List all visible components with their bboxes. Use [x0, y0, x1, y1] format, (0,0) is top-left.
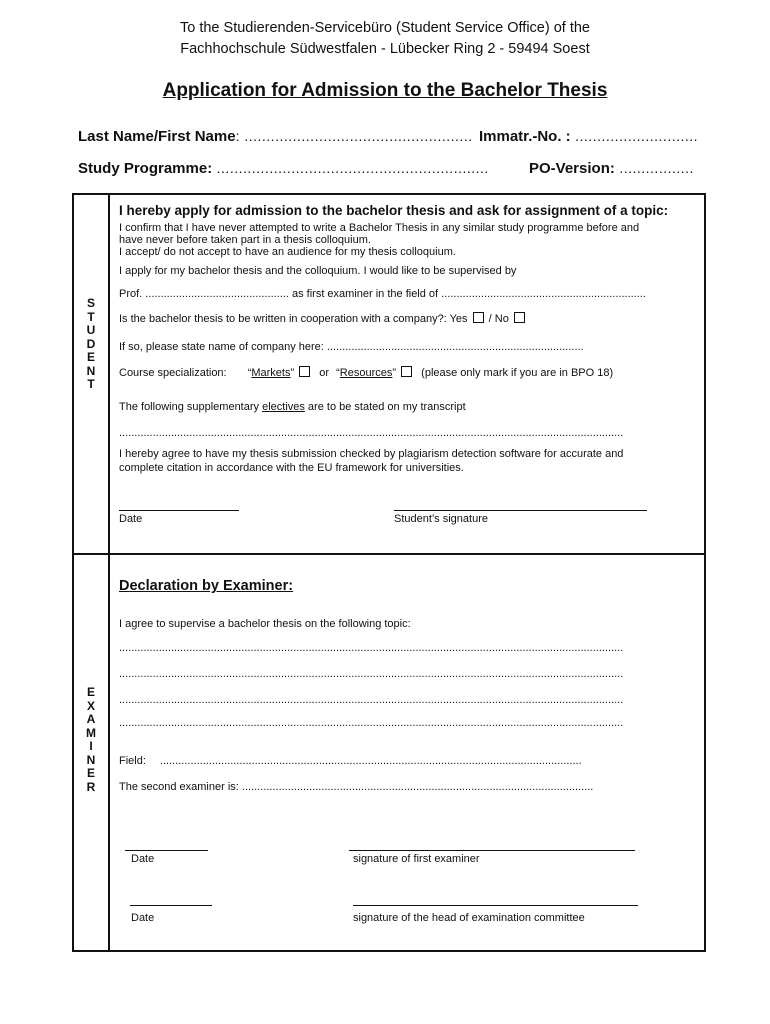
page-title: Application for Admission to the Bachelor Thesis — [162, 80, 608, 101]
confirm-text-1: I confirm that I have never attempted to write a Bachelor Thesis in any similar study programme before and — [119, 222, 640, 234]
examiner-date-label: Date — [131, 853, 155, 865]
audience-text: I accept/ do not accept to have an audience for my thesis colloquium. — [119, 246, 456, 258]
topic-line[interactable]: ..................................................................................................................................................................... — [119, 668, 624, 680]
immatr-field[interactable] — [479, 128, 698, 146]
section-divider — [72, 553, 704, 555]
confirm-text-2: have never before taken part in a thesis colloquium. — [119, 234, 371, 246]
po-label: PO-Version: — [529, 160, 615, 177]
student-signature-line[interactable] — [394, 510, 647, 511]
examiner-heading: Declaration by Examiner: — [119, 578, 294, 594]
student-side-label: S T U D E N T — [86, 296, 96, 391]
markets-checkbox[interactable] — [299, 366, 310, 377]
topic-line[interactable]: ..................................................................................................................................................................... — [119, 694, 624, 706]
course-specialization: Course specialization: “Markets” or “Resources” (please only mark if you are in BPO 18) — [119, 367, 614, 379]
student-date-line[interactable] — [119, 510, 239, 511]
field-dots: .......................................................................................................................................... — [159, 755, 582, 767]
student-heading: I hereby apply for admission to the bachelor thesis and ask for assignment of a topic: — [119, 203, 669, 218]
office-address-line2: Fachhochschule Südwestfalen - Lübecker Ring 2 - 59494 Soest — [180, 41, 590, 57]
student-signature-label: Student’s signature — [394, 513, 488, 525]
plagiarism-text-2: complete citation in accordance with the EU framework for universities. — [119, 462, 464, 474]
committee-signature-label: signature of the head of examination committee — [353, 912, 585, 924]
first-examiner-signature-line[interactable] — [349, 850, 635, 851]
first-examiner-signature-label: signature of first examiner — [353, 853, 480, 865]
resources-option: Resources — [339, 367, 393, 379]
electives-field[interactable]: ..................................................................................................................................................................... — [119, 427, 624, 439]
side-column-divider — [108, 193, 110, 950]
immatr-dots: ............................ — [575, 128, 699, 144]
form-frame — [72, 193, 706, 952]
prof-field[interactable]: Prof. ............................................... as first examiner in the field of ................................................................... — [119, 288, 646, 300]
programme-dots: .............................................................. — [216, 160, 489, 176]
examiner-side-label: E X A M I N E R — [86, 685, 96, 794]
resources-checkbox[interactable] — [401, 366, 412, 377]
name-field[interactable] — [78, 128, 473, 146]
field-row[interactable] — [119, 755, 582, 767]
programme-field[interactable] — [78, 160, 489, 178]
name-dots: : .................................................... — [235, 128, 473, 144]
markets-option: Markets — [251, 367, 291, 379]
topic-line[interactable]: ..................................................................................................................................................................... — [119, 717, 624, 729]
po-version-field[interactable] — [529, 160, 694, 178]
no-checkbox[interactable] — [514, 312, 525, 323]
supervise-text: I apply for my bachelor thesis and the colloquium. I would like to be supervised by — [119, 265, 517, 277]
company-name-field[interactable]: If so, please state name of company here: .................................................................................... — [119, 341, 584, 353]
committee-date-line[interactable] — [130, 905, 212, 906]
name-label: Last Name/First Name — [78, 128, 236, 145]
field-label: Field: — [119, 755, 146, 767]
electives-text: The following supplementary electives are to be stated on my transcript — [119, 401, 466, 413]
second-examiner-field[interactable]: The second examiner is: ................................................................................................................... — [119, 781, 594, 793]
student-date-label: Date — [119, 513, 143, 525]
po-dots: ................. — [619, 160, 694, 176]
topic-line[interactable]: ..................................................................................................................................................................... — [119, 642, 624, 654]
agree-text: I agree to supervise a bachelor thesis on the following topic: — [119, 618, 411, 630]
plagiarism-text-1: I hereby agree to have my thesis submission checked by plagiarism detection software for accurate and — [119, 448, 624, 460]
office-address-line1: To the Studierenden-Servicebüro (Student Service Office) of the — [180, 20, 590, 36]
yes-checkbox[interactable] — [473, 312, 484, 323]
committee-signature-line[interactable] — [353, 905, 638, 906]
immatr-label: Immatr.-No. : — [479, 128, 571, 145]
examiner-date-line[interactable] — [125, 850, 208, 851]
company-question: Is the bachelor thesis to be written in cooperation with a company?: Yes / No — [119, 312, 527, 325]
programme-label: Study Programme: — [78, 160, 213, 177]
committee-date-label: Date — [131, 912, 155, 924]
